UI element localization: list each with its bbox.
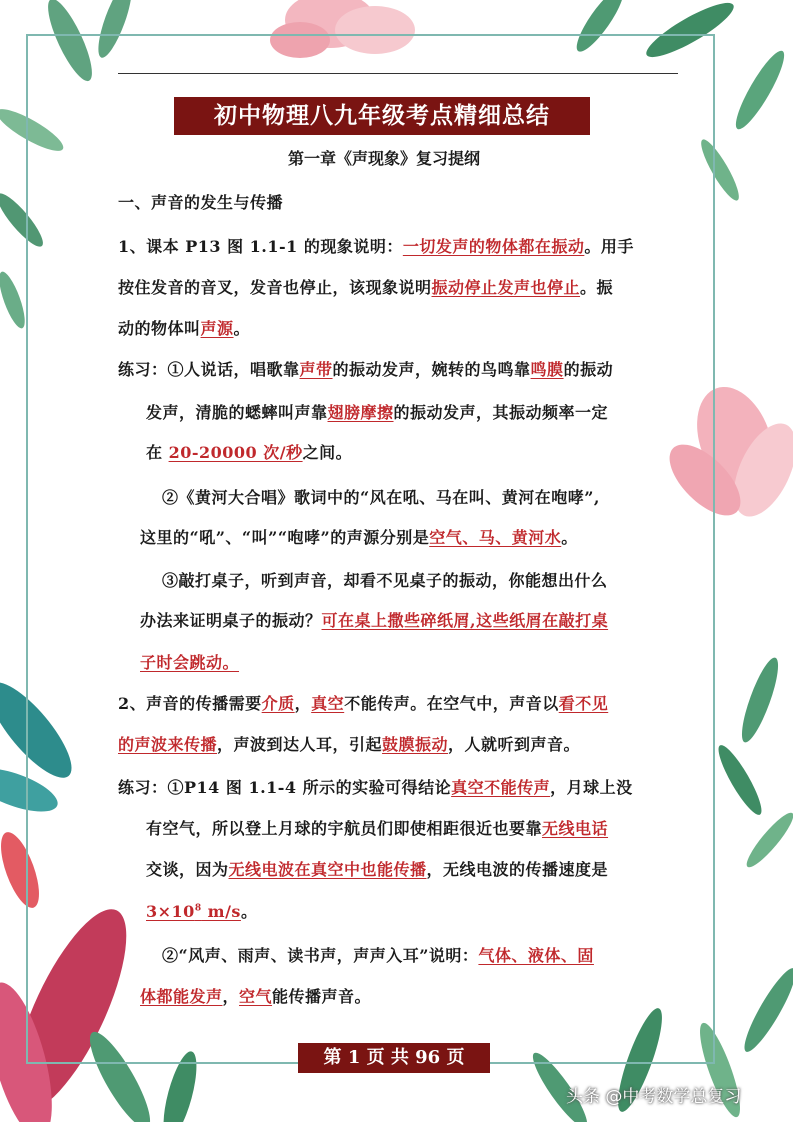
answer: 体都能发声	[140, 987, 223, 1006]
text: 。	[233, 319, 251, 338]
answer: 介质	[261, 694, 295, 713]
text: 之间。	[302, 443, 353, 462]
text: ，无线电波的传播速度是	[426, 860, 609, 879]
answer: 20-20000 次/秒	[168, 443, 303, 462]
page-number: 第 1 页 共 96 页	[298, 1043, 490, 1073]
answer: 鸣膜	[530, 360, 564, 379]
text: 在	[146, 443, 169, 462]
exercise-line	[162, 943, 594, 966]
text: 1、课本 P13 图 1.1-1 的现象说明：	[118, 237, 403, 256]
exercise-line	[146, 440, 352, 463]
section-heading: 一、声音的发生与传播	[118, 193, 284, 212]
text: ，声波到达人耳，引起	[217, 735, 383, 754]
answer: 子时会跳动。	[140, 653, 240, 672]
paragraph-line	[118, 691, 608, 714]
text: 交谈，因为	[146, 860, 229, 879]
text: 这里的“吼”、“叫”“咆哮”的声源分别是	[140, 528, 430, 547]
exercise-line	[140, 650, 239, 673]
page-frame	[26, 34, 715, 1064]
exercise-line	[140, 525, 578, 548]
exercise-line	[146, 816, 608, 839]
exercise-line	[118, 357, 613, 380]
exercise-line	[140, 984, 371, 1007]
text: 。	[561, 528, 578, 547]
answer: 声源	[200, 319, 234, 338]
exercise-line	[146, 899, 257, 922]
answer: 真空不能传声	[451, 778, 551, 797]
exercise-line	[140, 608, 608, 631]
exercise-line: ③敲打桌子，听到声音，却看不见桌子的振动，你能想出什么	[162, 571, 608, 590]
answer: 空气	[239, 987, 273, 1006]
text: 。	[240, 902, 258, 921]
answer: 声带	[299, 360, 333, 379]
paragraph-line	[118, 234, 634, 257]
answer: 翅膀摩擦	[327, 403, 394, 422]
text: 发声，清脆的蟋蟀叫声靠	[146, 403, 328, 422]
watermark: 头条 @中考数学总复习	[566, 1087, 742, 1107]
answer: 无线电波在真空中也能传播	[228, 860, 427, 879]
text: 能传播声音。	[272, 987, 372, 1006]
answer-unit: m/s	[201, 902, 241, 921]
text: 的振动	[563, 360, 614, 379]
text: ②“风声、雨声、读书声，声声入耳”说明：	[162, 946, 479, 965]
text: 有空气，所以登上月球的宇航员们即使相距很近也要靠	[146, 819, 543, 838]
exercise-line	[146, 857, 608, 880]
page-title: 初中物理八九年级考点精细总结	[174, 97, 590, 135]
paragraph-line	[118, 275, 613, 298]
paragraph-line	[118, 316, 250, 339]
text: 的振动发声，其振动频率一定	[393, 403, 609, 422]
text: ，人就听到声音。	[448, 735, 581, 754]
text: 。用手	[584, 237, 634, 256]
answer-exponent: 8	[194, 903, 202, 914]
text: ，	[294, 694, 312, 713]
exercise-line	[118, 775, 633, 798]
text: 的振动发声，婉转的鸟鸣靠	[332, 360, 531, 379]
chapter-subtitle: 第一章《声现象》复习提纲	[288, 149, 481, 168]
text: ，	[222, 987, 240, 1006]
text: 办法来证明桌子的振动？	[140, 611, 322, 630]
header-divider	[118, 73, 678, 74]
answer: 一切发声的物体都在振动	[402, 237, 585, 256]
text: 。振	[580, 278, 614, 297]
answer: 空气、马、黄河水	[429, 528, 562, 547]
exercise-line: ②《黄河大合唱》歌词中的“风在吼、马在叫、黄河在咆哮”,	[162, 488, 600, 507]
answer	[146, 902, 241, 921]
answer: 看不见	[558, 694, 609, 713]
text: 2、声音的传播需要	[118, 694, 262, 713]
text: 练习：①人说话，唱歌靠	[118, 360, 300, 379]
answer: 振动停止发声也停止	[431, 278, 581, 297]
paragraph-line	[118, 732, 580, 755]
answer: 无线电话	[542, 819, 609, 838]
answer: 可在桌上撒些碎纸屑,这些纸屑在敲打桌	[321, 611, 609, 630]
answer: 真空	[311, 694, 345, 713]
text: 不能传声。在空气中，声音以	[344, 694, 559, 713]
text: 练习：①P14 图 1.1-4 所示的实验可得结论	[118, 778, 452, 797]
answer-base: 3×10	[146, 902, 195, 921]
text: ，月球上没	[550, 778, 633, 797]
answer: 气体、液体、固	[478, 946, 594, 965]
text: 按住发音的音叉，发音也停止，该现象说明	[118, 278, 432, 297]
answer: 的声波来传播	[118, 735, 218, 754]
exercise-line	[146, 400, 608, 423]
text: 动的物体叫	[118, 319, 201, 338]
answer: 鼓膜振动	[382, 735, 449, 754]
